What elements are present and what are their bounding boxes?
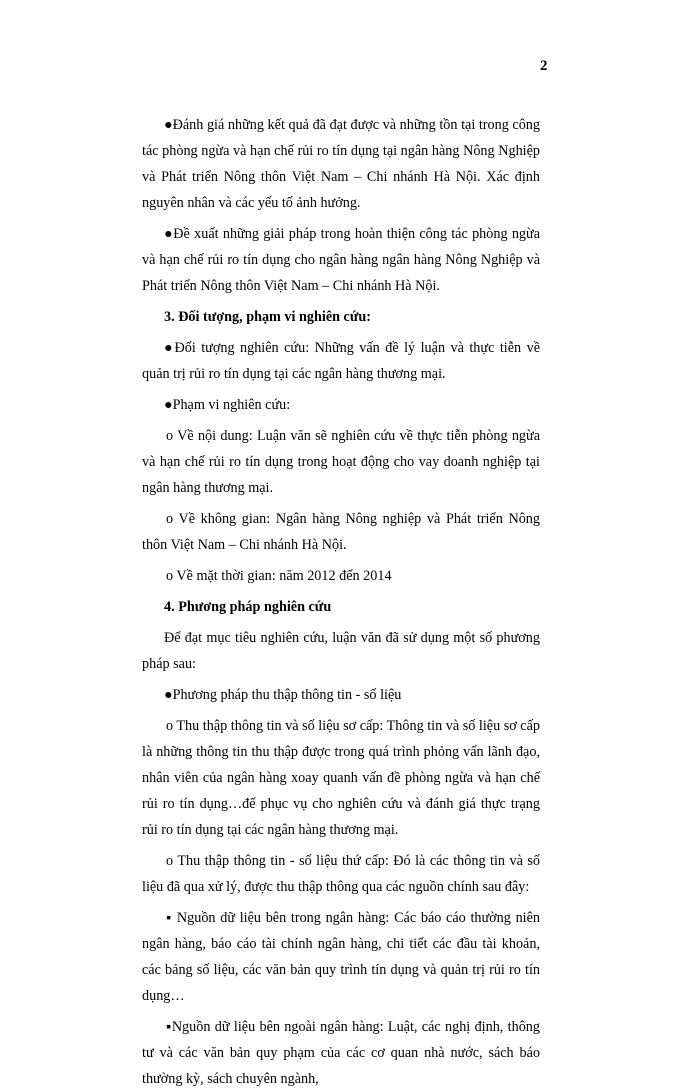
paragraph-scope-content: o Về nội dung: Luận văn sẽ nghiên cứu về thực tiễn phòng ngừa và hạn chế rủi ro tín dụng trong hoạt động cho vay doanh nghiệp tại ngân hàng thương mại. <box>142 428 540 496</box>
paragraph-scope-space: o Về không gian: Ngân hàng Nông nghiệp và Phát triển Nông thôn Việt Nam – Chi nhánh Hà Nội. <box>142 511 540 553</box>
paragraph-external-sources: ▪Nguồn dữ liệu bên ngoài ngân hàng: Luật, các nghị định, thông tư và các văn bản quy phạm của các cơ quan nhà nước, sách báo thường kỳ, sách chuyên ngành, <box>142 1019 540 1087</box>
paragraph-research-scope: ●Phạm vi nghiên cứu: <box>164 397 291 413</box>
paragraph-primary-data: o Thu thập thông tin và số liệu sơ cấp: Thông tin và số liệu sơ cấp là những thông tin thu thập được trong quá trình phỏng vấn lãnh đạo, nhân viên của ngân hàng xoay quanh vấn đề phòng ngừa và hạn chế rủi ro tín dụng…để phục vụ cho nghiên cứu và đánh giá thực trạng rủi ro tín dụng tại các ngân hàng thương mại. <box>142 718 540 838</box>
paragraph-scope-time: o Về mặt thời gian: năm 2012 đến 2014 <box>166 568 392 584</box>
paragraph-method-collection: ●Phương pháp thu thập thông tin - số liệu <box>164 687 402 703</box>
paragraph-internal-sources: ▪ Nguồn dữ liệu bên trong ngân hàng: Các báo cáo thường niên ngân hàng, báo cáo tài chính ngân hàng, chi tiết các đầu tài khoản, các bảng số liệu, các văn bản quy trình tín dụng và quản trị rủi ro tín dụng… <box>142 910 540 1004</box>
paragraph-methods-intro: Để đạt mục tiêu nghiên cứu, luận văn đã sử dụng một số phương pháp sau: <box>142 630 540 672</box>
paragraph-research-subject: ●Đối tượng nghiên cứu: Những vấn đề lý luận và thực tiễn về quản trị rủi ro tín dụng tại các ngân hàng thương mại. <box>142 340 540 382</box>
document-body <box>142 112 540 1092</box>
paragraph-objective-evaluate: ●Đánh giá những kết quả đã đạt được và những tồn tại trong công tác phòng ngừa và hạn chế rủi ro tín dụng tại ngân hàng Nông Nghiệp và Phát triển Nông thôn Việt Nam – Chi nhánh Hà Nội. Xác định nguyên nhân và các yếu tố ảnh hưởng. <box>142 117 540 211</box>
paragraph-secondary-data: o Thu thập thông tin - số liệu thứ cấp: Đó là các thông tin và số liệu đã qua xử lý, được thu thập thông qua các nguồn chính sau đây: <box>142 853 540 895</box>
section-heading-4: 4. Phương pháp nghiên cứu <box>164 599 332 615</box>
paragraph-objective-propose: ●Đề xuất những giải pháp trong hoàn thiện công tác phòng ngừa và hạn chế rủi ro tín dụng cho ngân hàng ngân hàng Nông Nghiệp và Phát triển Nông thôn Việt Nam – Chi nhánh Hà Nội. <box>142 226 540 294</box>
section-heading-3: 3. Đối tượng, phạm vi nghiên cứu: <box>164 309 371 325</box>
page-number: 2 <box>540 58 548 74</box>
